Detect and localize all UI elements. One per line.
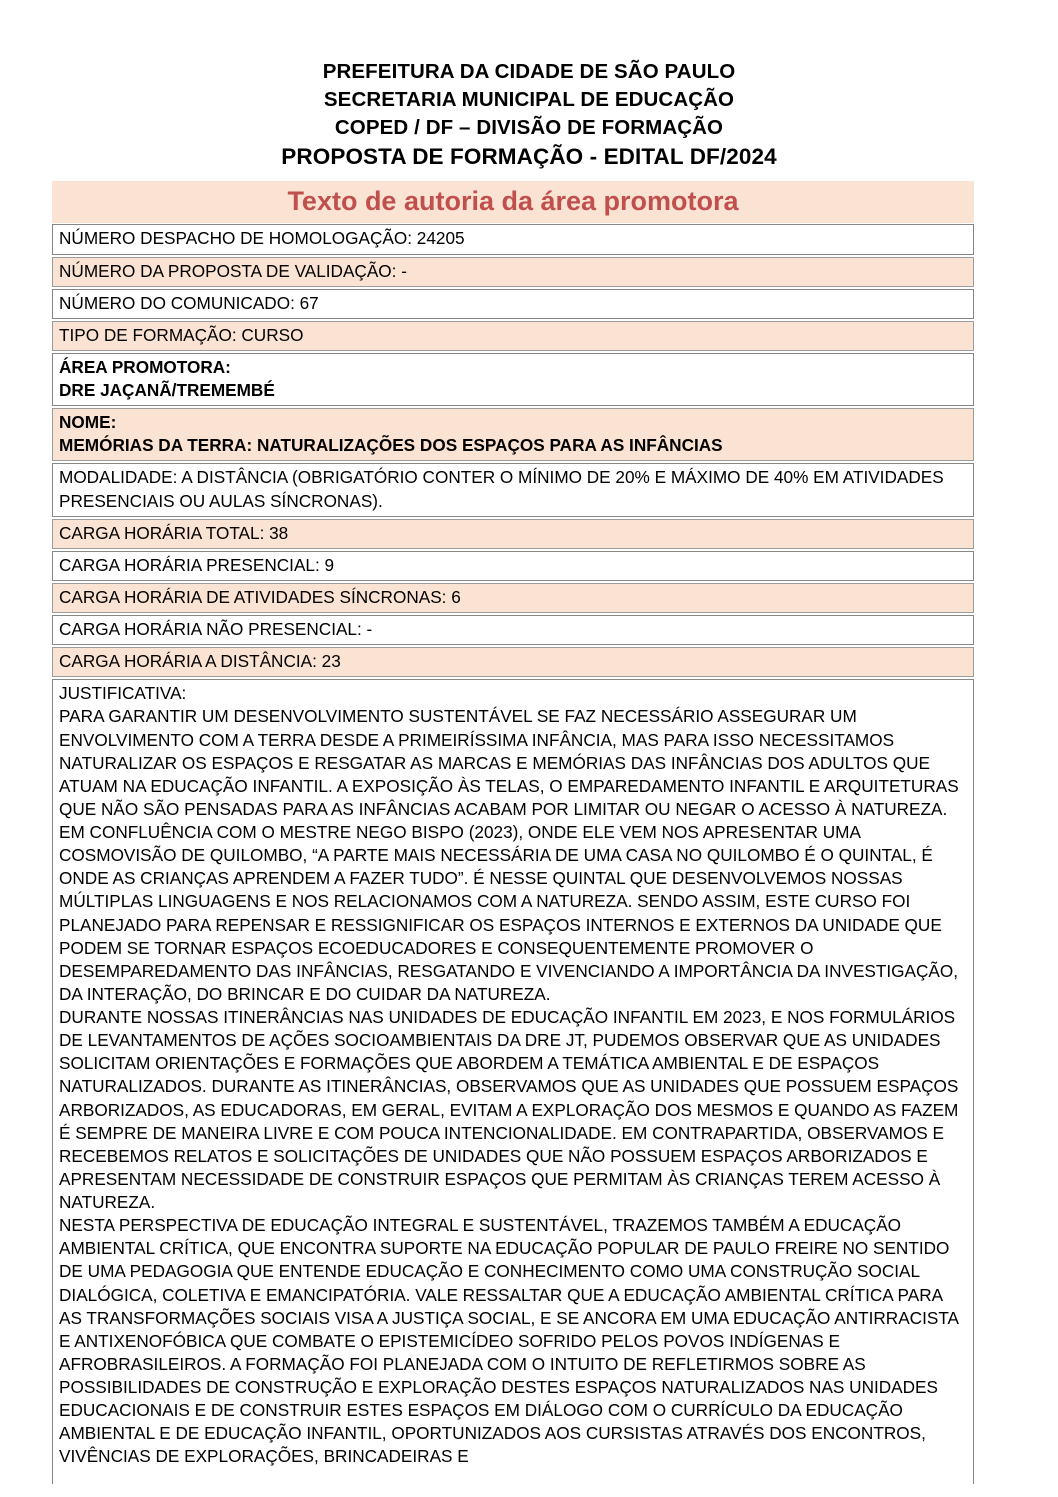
field-carga-horaria-nao-presencial: CARGA HORÁRIA NÃO PRESENCIAL: - (52, 615, 974, 645)
field-nome-value: MEMÓRIAS DA TERRA: NATURALIZAÇÕES DOS ESPAÇOS PARA AS INFÂNCIAS (59, 435, 723, 456)
field-numero-proposta-validacao: NÚMERO DA PROPOSTA DE VALIDAÇÃO: - (52, 257, 974, 287)
field-nome-label: NOME: (59, 412, 117, 433)
field-carga-horaria-total: CARGA HORÁRIA TOTAL: 38 (52, 519, 974, 549)
field-area-promotora-value: DRE JAÇANÃ/TREMEMBÉ (59, 380, 275, 401)
field-carga-horaria-sincronas: CARGA HORÁRIA DE ATIVIDADES SÍNCRONAS: 6 (52, 583, 974, 613)
header-line-proposta: PROPOSTA DE FORMAÇÃO - EDITAL DF/2024 (281, 144, 777, 170)
field-area-promotora (52, 353, 974, 406)
field-area-promotora-label: ÁREA PROMOTORA: (59, 356, 231, 377)
field-justificativa (52, 679, 974, 1484)
proposal-fields-table (52, 181, 974, 1484)
field-carga-horaria-presencial: CARGA HORÁRIA PRESENCIAL: 9 (52, 551, 974, 581)
justificativa-paragraph-3: NESTA PERSPECTIVA DE EDUCAÇÃO INTEGRAL E SUSTENTÁVEL, TRAZEMOS TAMBÉM A EDUCAÇÃO AMBIENTAL CRÍTICA, QUE ENCONTRA SUPORTE NA EDUCAÇÃO POPULAR DE PAULO FREIRE NO SENTIDO DE UMA PEDAGOGIA QUE ENTENDE EDUCAÇÃO E CONHECIMENTO COMO UMA CONSTRUÇÃO SOCIAL DIALÓGICA, COLETIVA E EMANCIPATÓRIA. VALE RESSALTAR QUE A EDUCAÇÃO AMBIENTAL CRÍTICA PARA AS TRANSFORMAÇÕES SOCIAIS VISA A JUSTIÇA SOCIAL, E SE ANCORA EM UMA EDUCAÇÃO ANTIRRACISTA E ANTIXENOFÓBICA QUE COMBATE O EPISTEMICÍDEO SOFRIDO PELOS POVOS INDÍGENAS E AFROBRASILEIROS. A FORMAÇÃO FOI PLANEJADA COM O INTUITO DE REFLETIRMOS SOBRE AS POSSIBILIDADES DE CONSTRUÇÃO E EXPLORAÇÃO DESTES ESPAÇOS NATURALIZADOS NAS UNIDADES EDUCACIONAIS E DE CONSTRUIR ESTES ESPAÇOS EM DIÁLOGO COM O CURRÍCULO DA EDUCAÇÃO AMBIENTAL E DE EDUCAÇÃO INFANTIL, OPORTUNIZADOS AOS CURSISTAS ATRAVÉS DOS ENCONTROS, VIVÊNCIAS DE EXPLORAÇÕES, BRINCADEIRAS E (59, 1215, 959, 1467)
document-header (0, 0, 1058, 173)
header-line-prefeitura: PREFEITURA DA CIDADE DE SÃO PAULO (322, 60, 736, 83)
header-line-secretaria: SECRETARIA MUNICIPAL DE EDUCAÇÃO (323, 88, 735, 112)
justificativa-label: JUSTIFICATIVA: (59, 683, 187, 704)
justificativa-paragraph-2: DURANTE NOSSAS ITINERÂNCIAS NAS UNIDADES DE EDUCAÇÃO INFANTIL EM 2023, E NOS FORMULÁRIOS DE LEVANTAMENTOS DE AÇÕES SOCIOAMBIENTAIS DA DRE JT, PUDEMOS OBSERVAR QUE AS UNIDADES SOLICITAM ORIENTAÇÕES E FORMAÇÕES QUE ABORDEM A TEMÁTICA AMBIENTAL E DE ESPAÇOS NATURALIZADOS. DURANTE AS ITINERÂNCIAS, OBSERVAMOS QUE AS UNIDADES QUE POSSUEM ESPAÇOS ARBORIZADOS, AS EDUCADORAS, EM GERAL, EVITAM A EXPLORAÇÃO DOS MESMOS E QUANDO AS FAZEM É SEMPRE DE MANEIRA LIVRE E COM POUCA INTENCIONALIDADE. EM CONTRAPARTIDA, OBSERVAMOS E RECEBEMOS RELATOS E SOLICITAÇÕES DE UNIDADES QUE NÃO POSSUEM ESPAÇOS ARBORIZADOS E APRESENTAM NECESSIDADE DE CONSTRUIR ESPAÇOS QUE PERMITAM ÀS CRIANÇAS TEREM ACESSO À NATUREZA. (59, 1007, 959, 1213)
justificativa-paragraph-1: PARA GARANTIR UM DESENVOLVIMENTO SUSTENTÁVEL SE FAZ NECESSÁRIO ASSEGURAR UM ENVOLVIMENTO COM A TERRA DESDE A PRIMEIRÍSSIMA INFÂNCIA, MAS PARA ISSO NECESSITAMOS NATURALIZAR OS ESPAÇOS E RESGATAR AS MARCAS E MEMÓRIAS DAS INFÂNCIAS DOS ADULTOS QUE ATUAM NA EDUCAÇÃO INFANTIL. A EXPOSIÇÃO ÀS TELAS, O EMPAREDAMENTO INFANTIL E ARQUITETURAS QUE NÃO SÃO PENSADAS PARA AS INFÂNCIAS ACABAM POR LIMITAR OU NEGAR O ACESSO À NATUREZA. EM CONFLUÊNCIA COM O MESTRE NEGO BISPO (2023), ONDE ELE VEM NOS APRESENTAR UMA COSMOVISÃO DE QUILOMBO, “A PARTE MAIS NECESSÁRIA DE UMA CASA NO QUILOMBO É O QUINTAL, É ONDE AS CRIANÇAS APRENDEM A FAZER TUDO”. É NESSE QUINTAL QUE DESENVOLVEMOS NOSSAS MÚLTIPLAS LINGUAGENS E NOS RELACIONAMOS COM A NATUREZA. SENDO ASSIM, ESTE CURSO FOI PLANEJADO PARA REPENSAR E RESSIGNIFICAR OS ESPAÇOS INTERNOS E EXTERNOS DA UNIDADE QUE PODEM SE TORNAR ESPAÇOS ECOEDUCADORES E CONSEQUENTEMENTE PROMOVER O DESEMPAREDAMENTO DAS INFÂNCIAS, RESGATANDO E VIVENCIANDO A IMPORTÂNCIA DA INVESTIGAÇÃO, DA INTERAÇÃO, DO BRINCAR E DO CUIDAR DA NATUREZA. (59, 706, 959, 1004)
header-line-coped: COPED / DF – DIVISÃO DE FORMAÇÃO (334, 116, 724, 140)
field-numero-despacho-homologacao: NÚMERO DESPACHO DE HOMOLOGAÇÃO: 24205 (52, 224, 974, 254)
field-carga-horaria-distancia: CARGA HORÁRIA A DISTÂNCIA: 23 (52, 647, 974, 677)
authorship-banner: Texto de autoria da área promotora (52, 181, 974, 223)
field-nome (52, 408, 974, 461)
field-numero-comunicado: NÚMERO DO COMUNICADO: 67 (52, 289, 974, 319)
field-modalidade: MODALIDADE: A DISTÂNCIA (OBRIGATÓRIO CONTER O MÍNIMO DE 20% E MÁXIMO DE 40% EM ATIVIDADES PRESENCIAIS OU AULAS SÍNCRONAS). (52, 463, 974, 516)
field-tipo-formacao: TIPO DE FORMAÇÃO: CURSO (52, 321, 974, 351)
